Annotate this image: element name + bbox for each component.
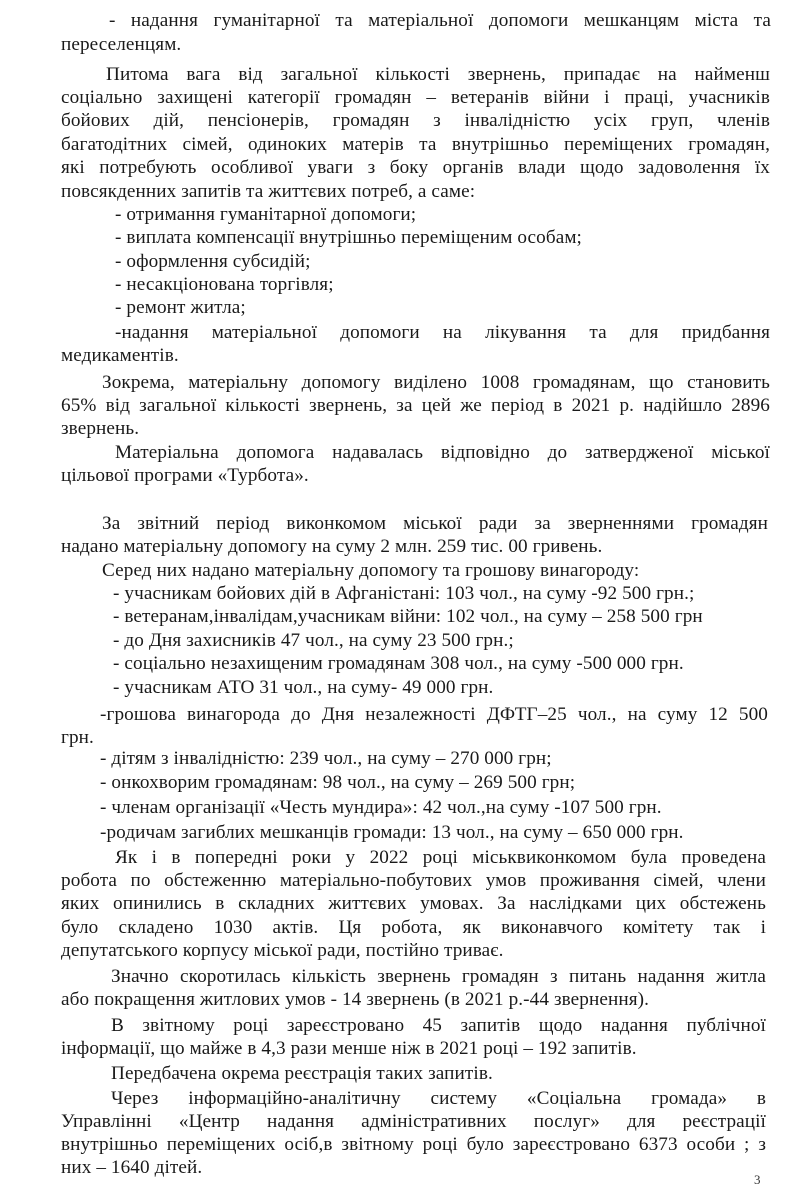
text-line: переселенцям. (61, 34, 182, 55)
list-item: - отримання гуманітарної допомоги; (115, 204, 417, 225)
text-line: цільової програми «Турбота». (61, 465, 309, 486)
text-line: За звітний період виконкомом міської ради за зверненнями громадян (102, 513, 768, 534)
text-line: звернень. (61, 418, 140, 439)
text-line: Через інформаційно-аналітичну систему «Соціальна громада» в (111, 1088, 766, 1109)
text-line: грн. (61, 727, 94, 748)
page-number: 3 (754, 1172, 761, 1187)
text-line: 65% від загальної кількості звернень, за цей же період в 2021 р. надійшло 2896 (61, 395, 770, 416)
text-line: медикаментів. (61, 345, 179, 366)
text-line: бойових дій, пенсіонерів, громадян з інвалідністю усіх груп, членів (61, 110, 770, 131)
text-line: Управлінні «Центр надання адміністративних послуг» для реєстрації (61, 1111, 766, 1132)
text-line: повсякденних запитів та життєвих потреб, а саме: (61, 181, 476, 202)
list-item: - несакціонована торгівля; (115, 274, 334, 295)
list-item: - учасникам АТО 31 чол., на суму- 49 000 грн. (113, 677, 494, 698)
text-line: яких опинились в складних життєвих умовах. За наслідками цих обстежень (61, 893, 766, 914)
list-item: - виплата компенсації внутрішньо переміщеним особам; (115, 227, 582, 248)
list-item: - ветеранам,інвалідам,учасникам війни: 102 чол., на суму – 258 500 грн (113, 606, 703, 627)
text-line: депутатського корпусу міської ради, постійно триває. (61, 940, 504, 961)
list-item: - дітям з інвалідністю: 239 чол., на суму – 270 000 грн; (100, 748, 552, 769)
text-line: Передбачена окрема реєстрація таких запитів. (111, 1063, 493, 1084)
list-item: -грошова винагорода до Дня незалежності ДФТГ–25 чол., на суму 12 500 (100, 704, 768, 725)
text-line: - надання гуманітарної та матеріальної допомоги мешканцям міста та (109, 10, 771, 31)
list-item: - соціально незахищеним громадянам 308 чол., на суму -500 000 грн. (113, 653, 684, 674)
list-item: - учасникам бойових дій в Афганістані: 103 чол., на суму -92 500 грн.; (113, 583, 695, 604)
list-item: -родичам загиблих мешканців громади: 13 чол., на суму – 650 000 грн. (100, 822, 684, 843)
text-line: було складено 1030 актів. Ця робота, як виконавчого комітету так і (61, 917, 766, 938)
text-line: Як і в попередні роки у 2022 році міськвиконкомом була проведена (115, 847, 766, 868)
list-item: - онкохворим громадянам: 98 чол., на суму – 269 500 грн; (100, 772, 576, 793)
text-line: В звітному році зареєстровано 45 запитів щодо надання публічної (111, 1015, 766, 1036)
text-line: Зокрема, матеріальну допомогу виділено 1008 громадянам, що становить (102, 372, 770, 393)
list-item: - ремонт житла; (115, 297, 246, 318)
text-line: робота по обстеженню матеріально-побутових умов проживання сімей, члени (61, 870, 766, 891)
list-item: -надання матеріальної допомоги на лікування та для придбання (115, 322, 770, 343)
text-line: надано матеріальну допомогу на суму 2 млн. 259 тис. 00 гривень. (61, 536, 603, 557)
text-line: внутрішньо переміщених осіб,в звітному році було зареєстровано 6373 особи ; з (61, 1134, 766, 1155)
text-line: або покращення житлових умов - 14 звернень (в 2021 р.-44 звернення). (61, 989, 650, 1010)
text-line: інформації, що майже в 4,3 рази менше ніж в 2021 році – 192 запитів. (61, 1038, 637, 1059)
list-item: - до Дня захисників 47 чол., на суму 23 500 грн.; (113, 630, 514, 651)
text-line: Матеріальна допомога надавалась відповідно до затвердженої міської (115, 442, 770, 463)
text-line: які потребують особливої уваги з боку органів влади щодо задоволення їх (61, 157, 770, 178)
text-line: соціально захищені категорії громадян – ветеранів війни і праці, учасників (61, 87, 770, 108)
text-line: них – 1640 дітей. (61, 1157, 203, 1178)
text-line: багатодітних сімей, одиноких матерів та внутрішньо переміщених громадян, (61, 134, 770, 155)
text-line: Питома вага від загальної кількості звернень, припадає на найменш (106, 64, 770, 85)
list-item: - оформлення субсидій; (115, 251, 311, 272)
text-line: Значно скоротилась кількість звернень громадян з питань надання житла (111, 966, 766, 987)
list-item: - членам організації «Честь мундира»: 42 чол.,на суму -107 500 грн. (100, 797, 662, 818)
text-line: Серед них надано матеріальну допомогу та грошову винагороду: (102, 560, 640, 581)
